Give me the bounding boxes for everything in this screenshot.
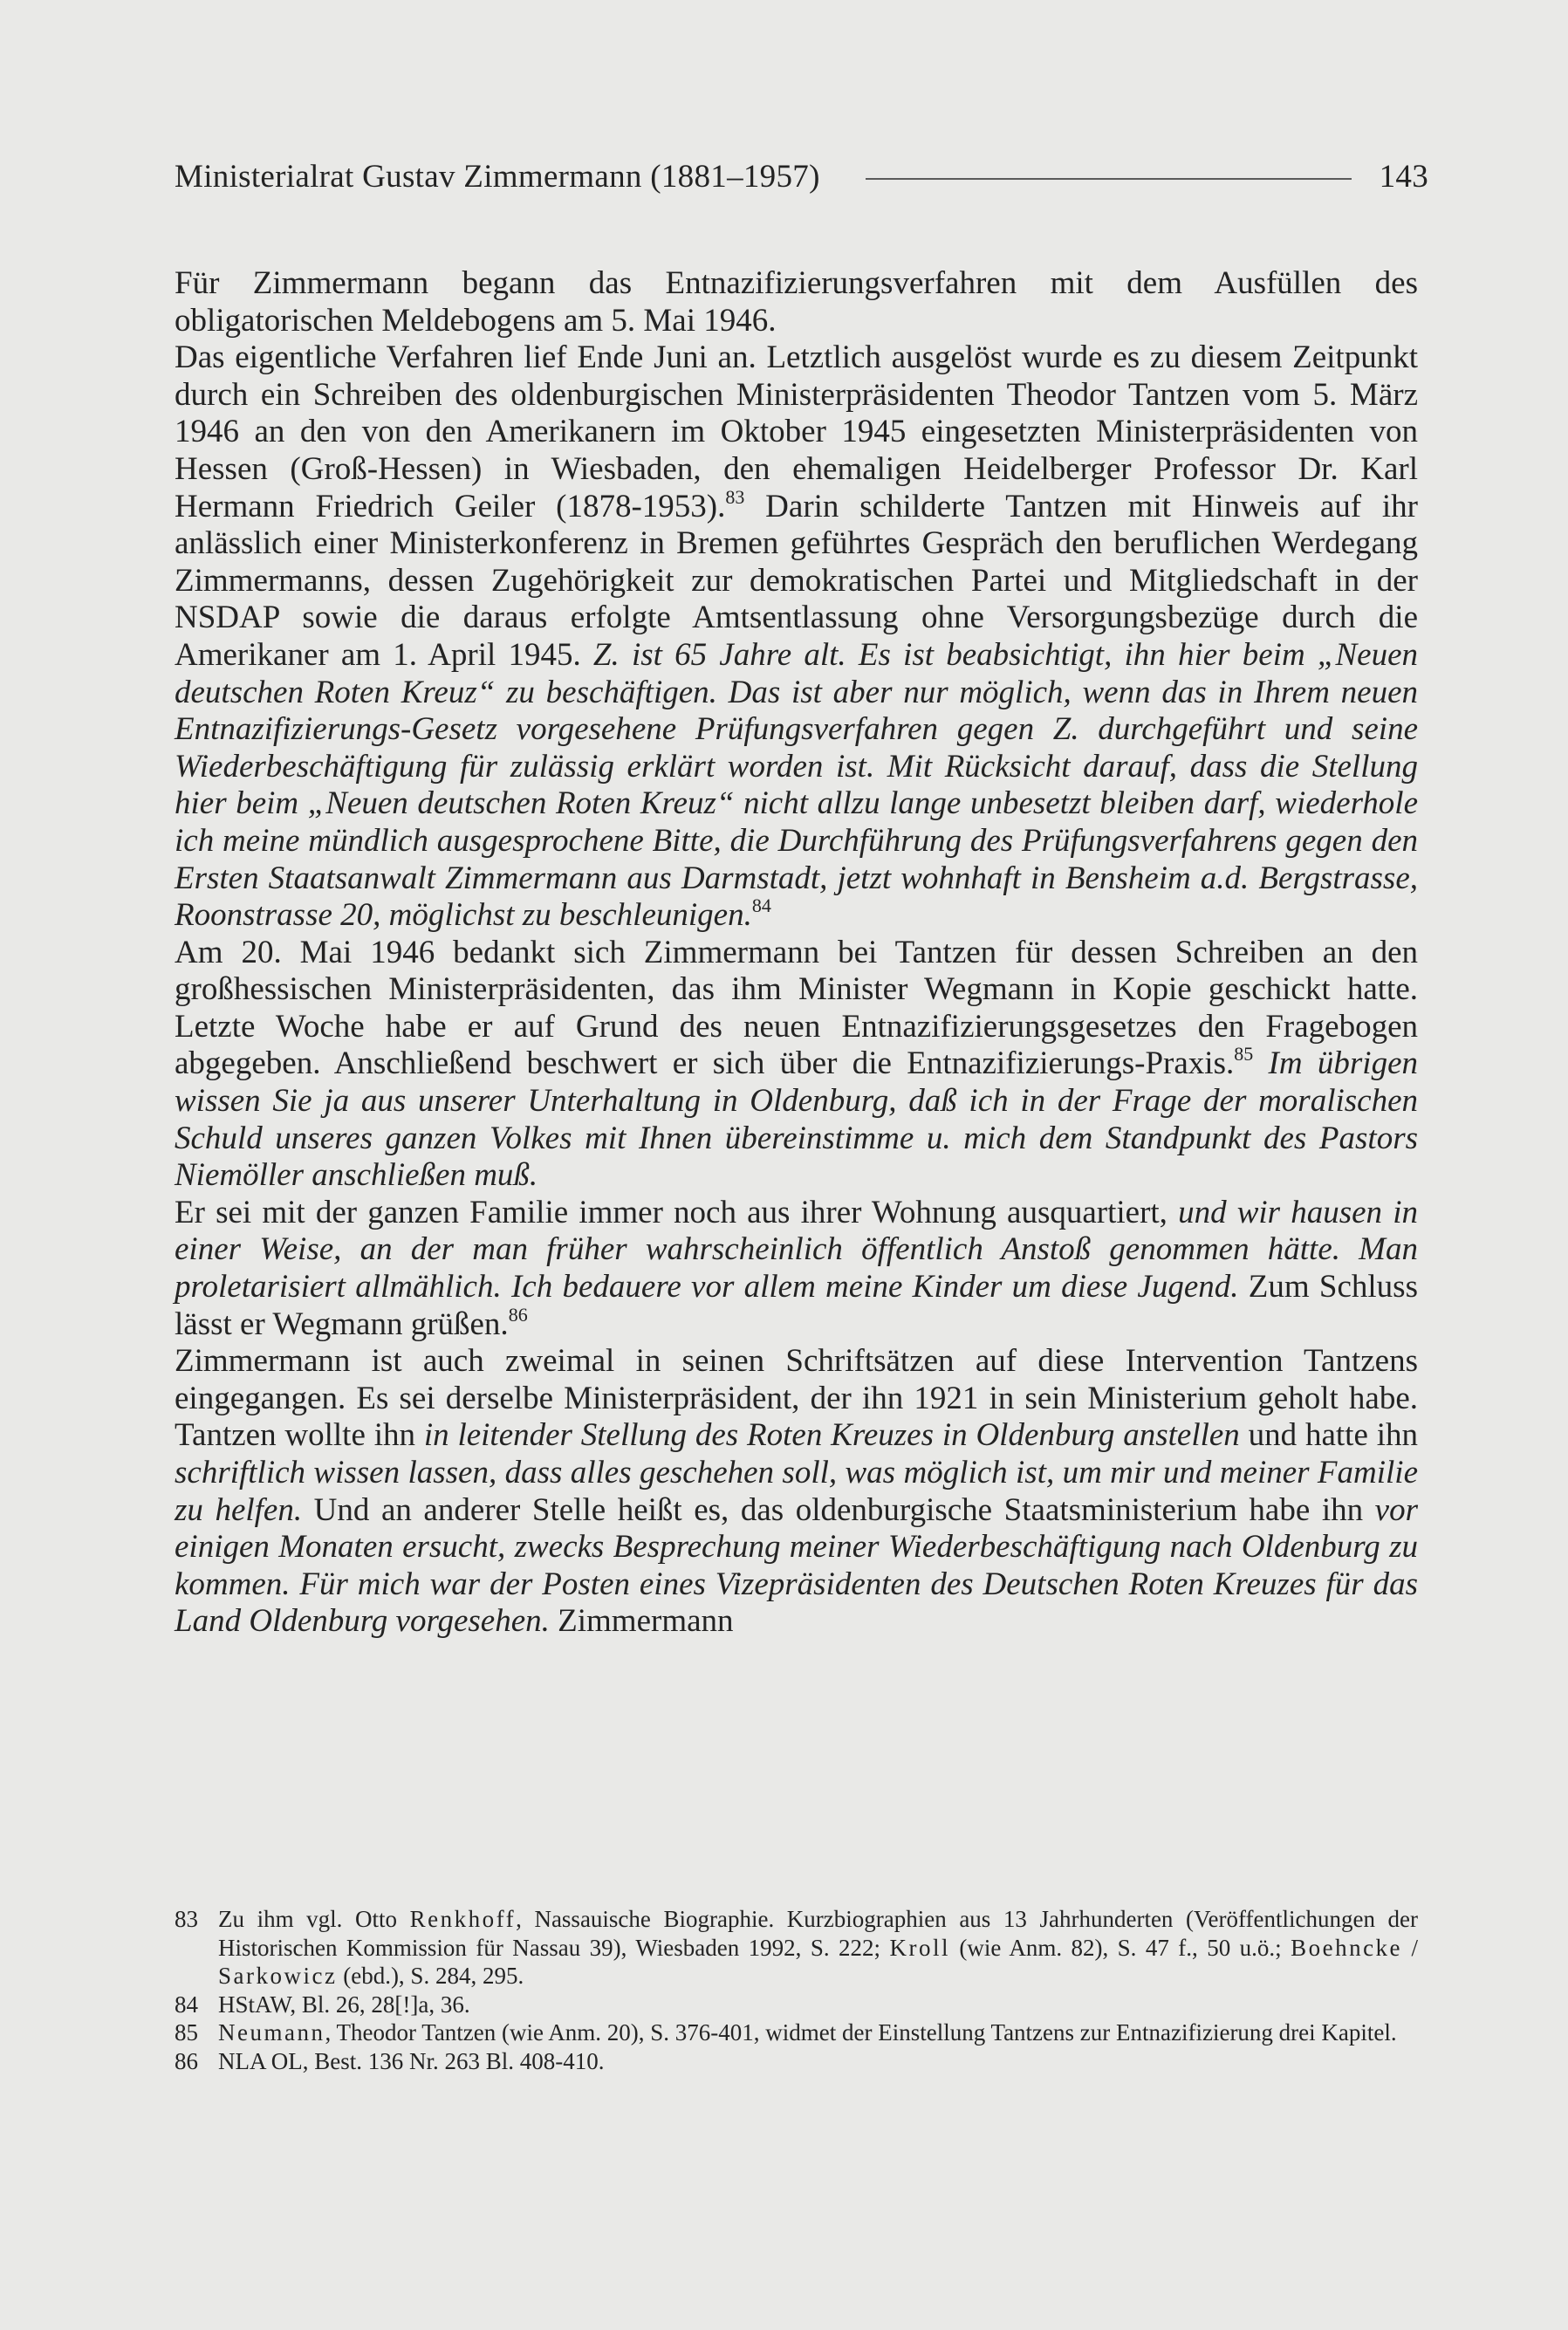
footnote-reference: 86 — [508, 1303, 528, 1326]
footnote-reference: 84 — [751, 894, 771, 917]
text-run: Das eigentliche Verfahren lief Ende Juni an. Letztlich ausgelöst wurde es zu diesem Zeitpunkt durch ein Schreiben des oldenburgischen Ministerpräsidenten Theodor Tantzen vom 5. März 1946 an den von den Amerikanern im Oktober 1945 eingesetzten Ministerpräsidenten von Hessen (Groß-Hessen) in Wiesbaden, den ehemaligen Heidelberger Professor Dr. Karl Hermann Friedrich Geiler (1878-1953). — [175, 339, 1418, 524]
footnote-number: 86 — [175, 2047, 198, 2074]
footnote-text-run: , Theodor Tantzen (wie Anm. 20), S. 376-401, widmet der Einstellung Tantzens zur Entnazifizierung drei Kapitel. — [325, 2019, 1397, 2046]
text-run: Am 20. Mai 1946 bedankt sich Zimmermann bei Tantzen für dessen Schreiben an den großhessischen Ministerpräsidenten, das ihm Minister Wegmann in Kopie geschickt hatte. Letzte Woche habe er auf Grund des neuen Entnazifizierungsgesetzes den Fragebogen abgegeben. Anschließend beschwert er sich über die Entnazifizierungs-Praxis. — [175, 934, 1418, 1082]
text-run: Zum Schluss lässt er Wegmann grüßen. — [175, 1269, 1418, 1342]
footnote-text — [218, 1991, 1418, 2019]
page-number: 143 — [1379, 158, 1428, 195]
author-name: Renkhoff — [409, 1906, 517, 1932]
header-rule — [866, 178, 1352, 180]
body-text — [175, 265, 1418, 1641]
footnote — [175, 1905, 1418, 1991]
footnote-text-run: NLA OL, Best. 136 Nr. 263 Bl. 408-410. — [218, 2047, 605, 2074]
footnote — [175, 2047, 1418, 2076]
text-run: Für Zimmermann begann das Entnazifizierungsverfahren mit dem Ausfüllen des obligatorischen Meldebogens am 5. Mai 1946. — [175, 265, 1418, 339]
quoted-text: Im übrigen wissen Sie ja aus unserer Unterhaltung in Oldenburg, daß ich in der Frage der moralischen Schuld unseres ganzen Volkes mit Ihnen übereinstimme u. mich dem Standpunkt des Pastors Niemöller anschließen muß. — [175, 1045, 1418, 1194]
footnote-text — [218, 2047, 1418, 2076]
footnote-reference: 83 — [725, 485, 745, 508]
author-name: Neumann — [218, 2019, 325, 2046]
footnote-text-run: HStAW, Bl. 26, 28[!]a, 36. — [218, 1991, 470, 2018]
body-paragraph — [175, 1195, 1418, 1343]
quoted-text: schriftlich wissen lassen, dass alles geschehen soll, was möglich ist, um mir und meiner Familie zu helfen. — [175, 1455, 1418, 1528]
footnote-reference: 85 — [1234, 1043, 1254, 1066]
author-name: Kroll — [889, 1934, 950, 1961]
running-header — [175, 154, 1428, 199]
author-name: Boehncke — [1291, 1934, 1403, 1961]
body-paragraph — [175, 339, 1418, 935]
quoted-text: Z. ist 65 Jahre alt. Es ist beabsichtigt, ihn hier beim „Neuen deutschen Roten Kreuz“ zu beschäftigen. Das ist aber nur möglich, wenn das in Ihrem neuen Entnazifizierungs-Gesetz vorgesehene Prüfungsverfahren gegen Z. durchgeführt und seine Wiederbeschäftigung für zulässig erklärt worden ist. Mit Rücksicht darauf, dass die Stellung hier beim „Neuen deutschen Roten Kreuz“ nicht allzu lange unbesetzt bleiben darf, wiederhole ich meine mündlich ausgesprochene Bitte, die Durchführung des Prüfungsverfahrens gegen den Ersten Staatsanwalt Zimmermann aus Darmstadt, jetzt wohnhaft in Bensheim a.d. Bergstrasse, Roonstrasse 20, möglichst zu beschleunigen. — [175, 636, 1418, 934]
quoted-text: und wir hausen in einer Weise, an der man früher wahrscheinlich öffentlich Anstoß genommen hätte. Man proletarisiert allmählich. Ich bedauere vor allem meine Kinder um diese Jugend. — [175, 1194, 1418, 1305]
body-paragraph — [175, 935, 1418, 1195]
text-run: Er sei mit der ganzen Familie immer noch aus ihrer Wohnung ausquartiert, — [175, 1194, 1179, 1230]
footnote-number: 83 — [175, 1906, 198, 1932]
text-run — [1253, 1045, 1268, 1081]
footnote-number: 84 — [175, 1991, 198, 2018]
footnote-text — [218, 2018, 1418, 2047]
footnote-text-run: / — [1402, 1934, 1418, 1961]
quoted-text: in leitender Stellung des Roten Kreuzes in Oldenburg anstellen — [423, 1417, 1240, 1454]
running-title: Ministerialrat Gustav Zimmermann (1881–1957) — [175, 158, 820, 195]
body-paragraph — [175, 265, 1418, 339]
text-run: Und an anderer Stelle heißt es, das oldenburgische Staatsministerium habe ihn — [302, 1491, 1375, 1528]
footnote-text-run: Zu ihm vgl. Otto — [218, 1906, 410, 1932]
text-run: Zimmermann ist auch zweimal in seinen Schriftsätzen auf diese Intervention Tantzens eingegangen. Es sei derselbe Ministerpräsident, der ihn 1921 in sein Ministerium geholt habe. Tantzen wollte ihn — [175, 1343, 1418, 1454]
footnote-text-run: (wie Anm. 82), S. 47 f., 50 u.ö.; — [949, 1934, 1291, 1961]
text-run: Darin schilderte Tantzen mit Hinweis auf ihr anlässlich einer Ministerkonferenz in Bremen geführtes Gespräch den beruflichen Werdegang Zimmermanns, dessen Zugehörigkeit zur demokratischen Partei und Mitgliedschaft in der NSDAP sowie die daraus erfolgte Amtsentlassung ohne Versorgungsbezüge durch die Amerikaner am 1. April 1945. — [175, 488, 1418, 673]
author-name: Sarkowicz — [218, 1963, 338, 1989]
footnote-text — [218, 1905, 1418, 1991]
footnotes — [175, 1905, 1418, 2075]
footnote — [175, 1991, 1418, 2019]
footnote-text-run: , Nassauische Biographie. Kurzbiographien aus 13 Jahrhunderten (Veröffentlichungen der Historischen Kommission für Nassau 39), Wiesbaden 1992, S. 222; — [218, 1906, 1419, 1961]
footnote — [175, 2018, 1418, 2047]
body-paragraph — [175, 1343, 1418, 1641]
text-run: und hatte ihn — [1239, 1417, 1418, 1454]
footnote-number: 85 — [175, 2019, 198, 2046]
quoted-text: vor einigen Monaten ersucht, zwecks Besprechung meiner Wiederbeschäftigung nach Oldenburg zu kommen. Für mich war der Posten eines Vizepräsidenten des Deutschen Roten Kreuzes für das Land Oldenburg vorgesehen. — [175, 1491, 1418, 1640]
text-run: Zimmermann — [549, 1603, 734, 1640]
footnote-text-run: (ebd.), S. 284, 295. — [337, 1963, 524, 1989]
